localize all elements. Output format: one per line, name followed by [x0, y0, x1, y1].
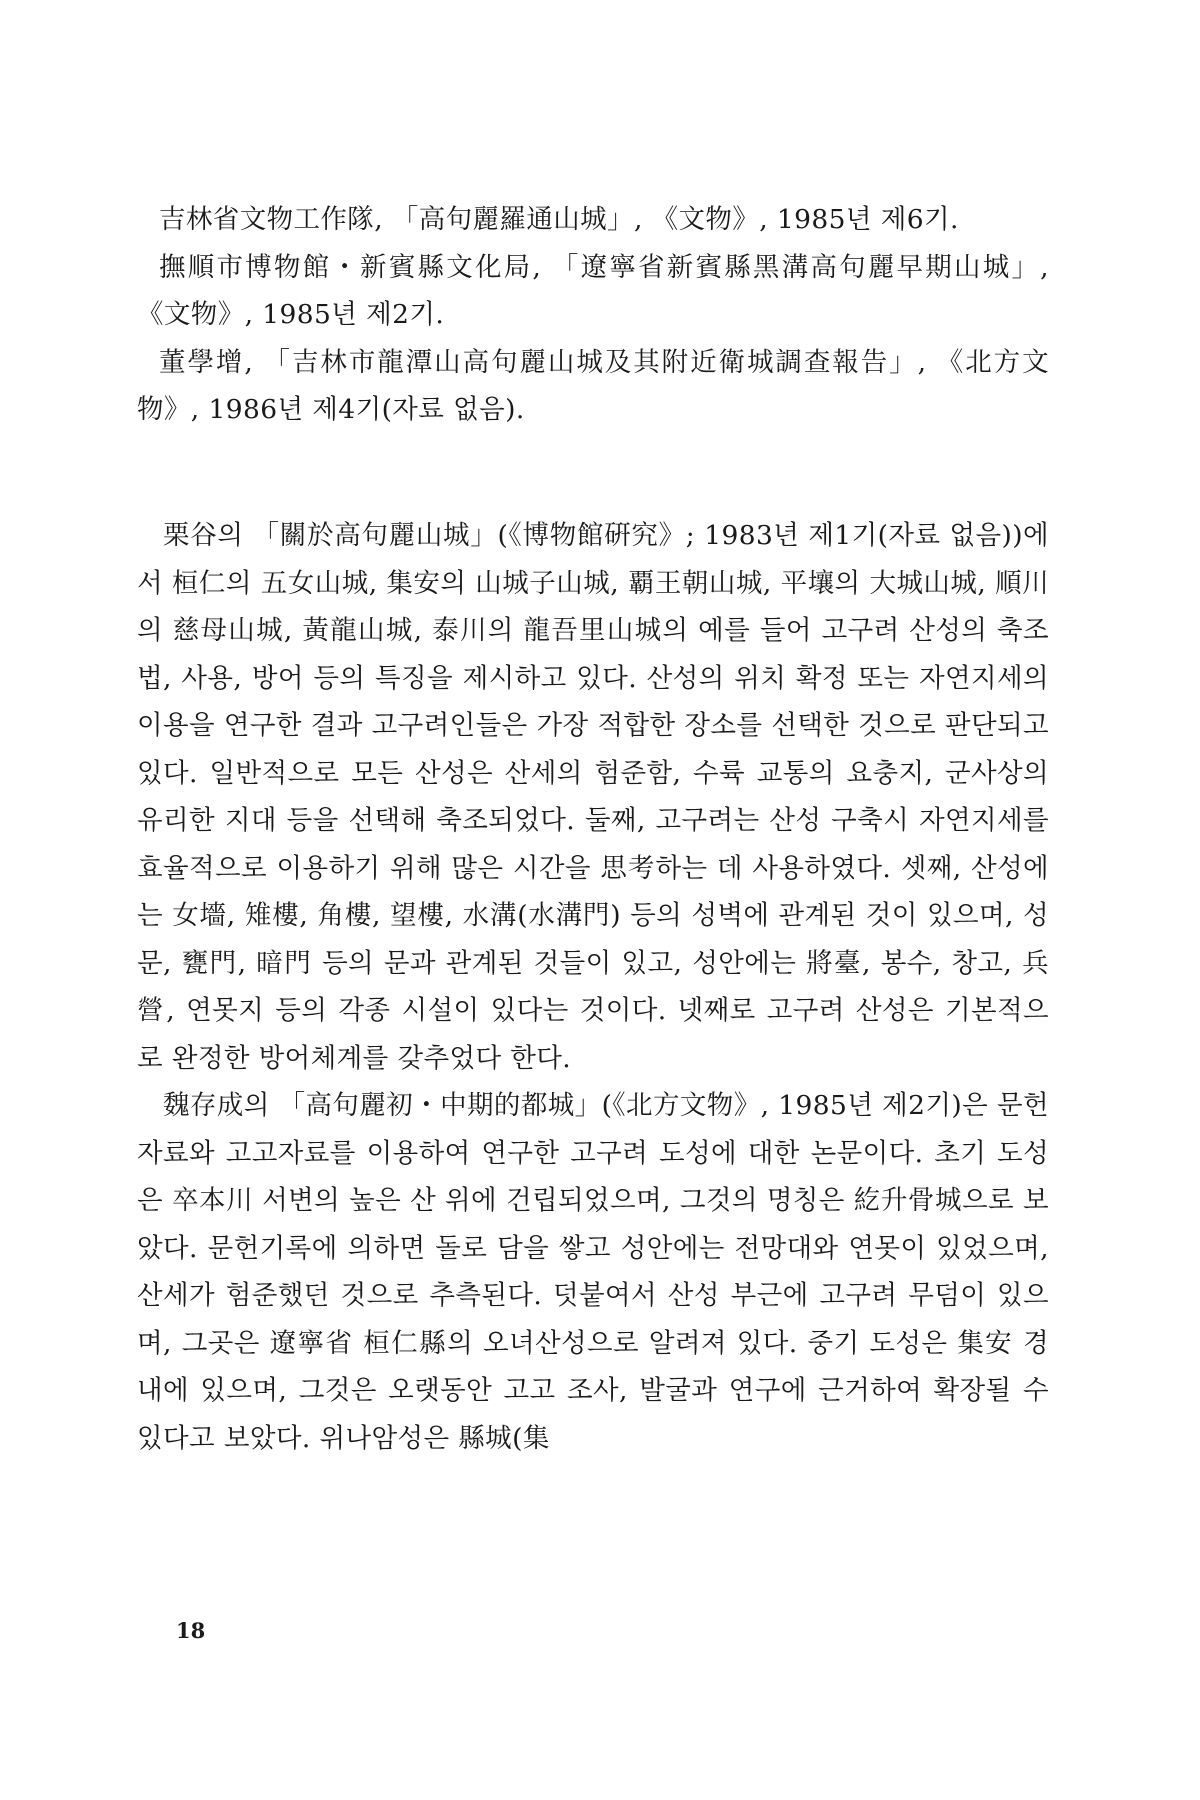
reference-entry: 董學增, 「吉林市龍潭山高句麗山城及其附近衛城調查報告」, 《北方文物》, 1986년 제4기(자료 없음). [137, 346, 1049, 425]
paragraph: 栗谷의 「關於高句麗山城」(《博物館硏究》; 1983년 제1기(자료 없음))에서 桓仁의 五女山城, 集安의 山城子山城, 覇王朝山城, 平壤의 大城山城, 順川의 慈母山城, 黃龍山城, 泰川의 龍吾里山城의 예를 들어 고구려 산성의 축조법, 사용, 방어 등의 특징을 제시하고 있다. 산성의 위치 확정 또는 자연지세의 이용을 연구한 결과 고구려인들은 가장 적합한 장소를 선택한 것으로 판단되고 있다. 일반적으로 모든 산성은 산세의 험준함, 수륙 교통의 요충지, 군사상의 유리한 지대 등을 선택해 축조되었다. 둘째, 고구려는 산성 구축시 자연지세를 효율적으로 이용하기 위해 많은 시간을 思考하는 데 사용하였다. 셋째, 산성에는 女墻, 雉樓, 角樓, 望樓, 水溝(水溝門) 등의 성벽에 관계된 것이 있으며, 성문, 甕門, 暗門 등의 문과 관계된 것들이 있고, 성안에는 將臺, 봉수, 창고, 兵營, 연못지 등의 각종 시설이 있다는 것이다. 넷째로 고구려 산성은 기본적으로 완정한 방어체계를 갖추었다 한다. [137, 520, 1049, 1074]
reference-entry: 吉林省文物工作隊, 「高句麗羅通山城」, 《文物》, 1985년 제6기. [159, 204, 959, 235]
body-text [137, 512, 1049, 1462]
page-number: 18 [176, 1618, 206, 1643]
paragraph: 魏存成의 「高句麗初・中期的都城」(《北方文物》, 1985년 제2기)은 문헌자료와 고고자료를 이용하여 연구한 고구려 도성에 대한 논문이다. 초기 도성은 卒本川 서변의 높은 산 위에 건립되었으며, 그것의 명칭은 紇升骨城으로 보았다. 문헌기록에 의하면 돌로 담을 쌓고 성안에는 전망대와 연못이 있었으며, 산세가 험준했던 것으로 추측된다. 덧붙여서 산성 부근에 고구려 무덤이 있으며, 그곳은 遼寧省 桓仁縣의 오녀산성으로 알려져 있다. 중기 도성은 集安 경내에 있으며, 그것은 오랫동안 고고 조사, 발굴과 연구에 근거하여 확장될 수 있다고 보았다. 위나암성은 縣城(集 [137, 1090, 1049, 1454]
reference-list [137, 196, 1049, 434]
reference-entry: 撫順市博物館・新賓縣文化局, 「遼寧省新賓縣黑溝高句麗早期山城」, 《文物》, 1985년 제2기. [137, 251, 1049, 330]
